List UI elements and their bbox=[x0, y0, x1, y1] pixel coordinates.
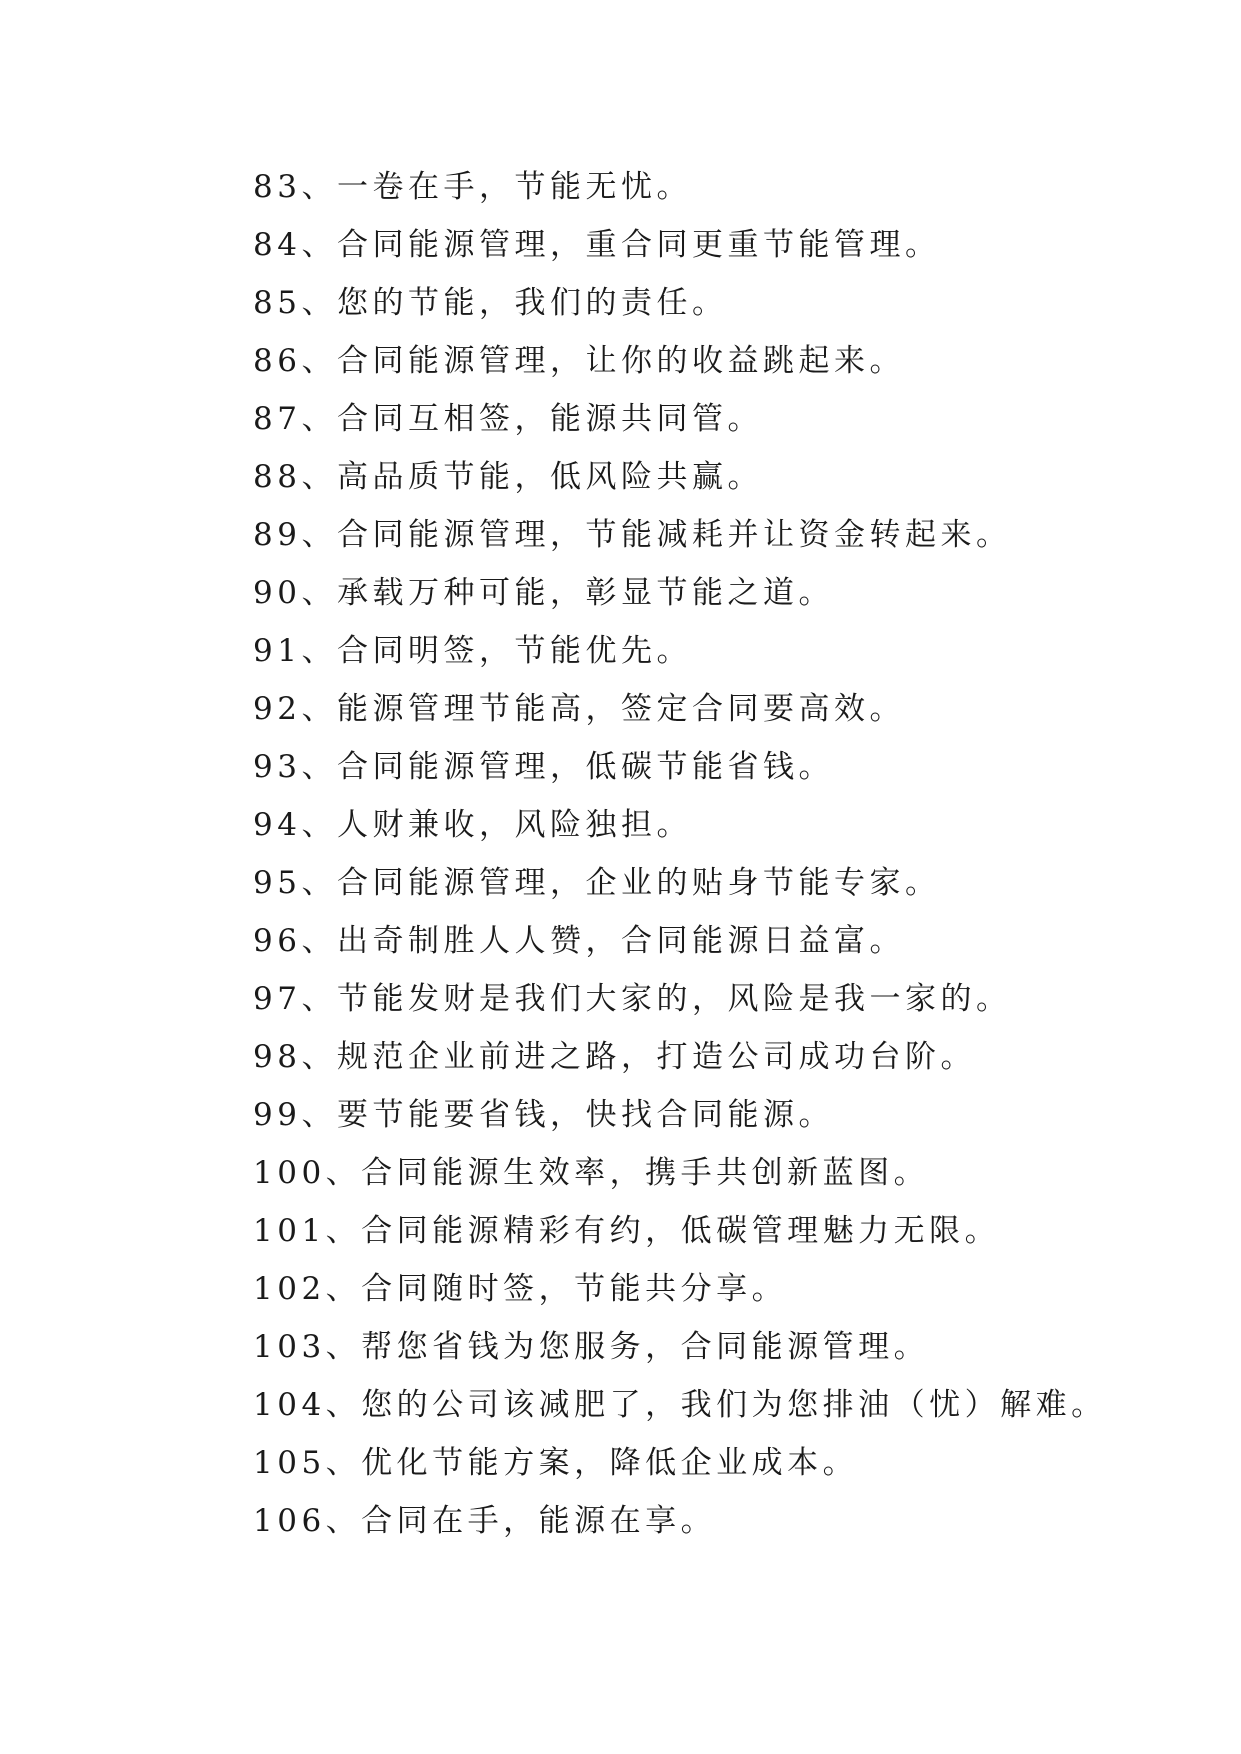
slogan-line-101: 101、合同能源精彩有约，低碳管理魅力无限。 bbox=[253, 1213, 1001, 1249]
slogan-line-93: 93、合同能源管理，低碳节能省钱。 bbox=[253, 749, 834, 785]
slogan-line-91: 91、合同明签，节能优先。 bbox=[253, 633, 692, 669]
slogan-line-94: 94、人财兼收，风险独担。 bbox=[253, 807, 692, 843]
slogan-line-87: 87、合同互相签，能源共同管。 bbox=[253, 401, 763, 437]
slogan-list bbox=[253, 158, 1107, 1550]
slogan-line-95: 95、合同能源管理，企业的贴身节能专家。 bbox=[253, 865, 941, 901]
slogan-line-86: 86、合同能源管理，让你的收益跳起来。 bbox=[253, 343, 905, 379]
slogan-line-96: 96、出奇制胜人人赞，合同能源日益富。 bbox=[253, 923, 905, 959]
slogan-line-103: 103、帮您省钱为您服务，合同能源管理。 bbox=[253, 1329, 930, 1365]
slogan-line-92: 92、能源管理节能高，签定合同要高效。 bbox=[253, 691, 905, 727]
slogan-line-90: 90、承载万种可能，彰显节能之道。 bbox=[253, 575, 834, 611]
slogan-line-98: 98、规范企业前进之路，打造公司成功台阶。 bbox=[253, 1039, 976, 1075]
slogan-line-84: 84、合同能源管理，重合同更重节能管理。 bbox=[253, 227, 941, 263]
slogan-line-104: 104、您的公司该减肥了，我们为您排油（忧）解难。 bbox=[253, 1387, 1107, 1423]
slogan-line-102: 102、合同随时签，节能共分享。 bbox=[253, 1271, 788, 1307]
slogan-line-106: 106、合同在手，能源在享。 bbox=[253, 1503, 717, 1539]
slogan-line-83: 83、一卷在手，节能无忧。 bbox=[253, 169, 692, 205]
slogan-line-100: 100、合同能源生效率，携手共创新蓝图。 bbox=[253, 1155, 930, 1191]
slogan-line-105: 105、优化节能方案，降低企业成本。 bbox=[253, 1445, 859, 1481]
slogan-line-99: 99、要节能要省钱，快找合同能源。 bbox=[253, 1097, 834, 1133]
slogan-line-88: 88、高品质节能，低风险共赢。 bbox=[253, 459, 763, 495]
slogan-line-85: 85、您的节能，我们的责任。 bbox=[253, 285, 728, 321]
slogan-line-89: 89、合同能源管理，节能减耗并让资金转起来。 bbox=[253, 517, 1012, 553]
slogan-line-97: 97、节能发财是我们大家的，风险是我一家的。 bbox=[253, 981, 1012, 1017]
